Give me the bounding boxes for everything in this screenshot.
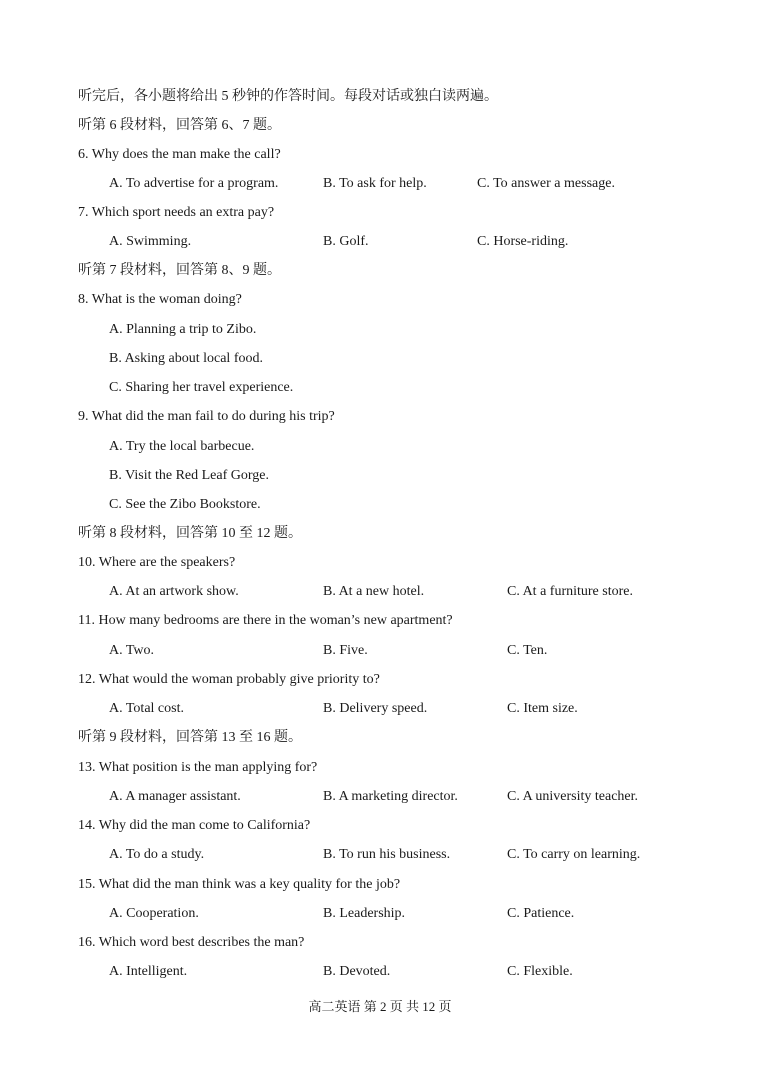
question-16: 16. Which word best describes the man? [78,935,305,950]
option-line [0,464,760,488]
option-16b: B. Devoted. [323,964,391,979]
question-10: 10. Where are the speakers? [78,555,236,570]
options-line [0,785,760,809]
question-12: 12. What would the woman probably give priority to? [78,672,380,687]
options-line [0,172,760,196]
options-line [0,639,760,663]
option-12b: B. Delivery speed. [323,701,428,716]
options-line [0,697,760,721]
option-line [0,347,760,371]
question-13: 13. What position is the man applying for? [78,760,318,775]
option-9c: C. See the Zibo Bookstore. [109,497,261,512]
options-line [0,580,760,604]
option-line [0,493,760,517]
option-7c: C. Horse-riding. [477,234,569,249]
option-13a: A. A manager assistant. [109,789,241,804]
section-heading [0,259,760,283]
option-7a: A. Swimming. [109,234,192,249]
question-line [0,143,760,167]
option-15b: B. Leadership. [323,906,406,921]
question-7: 7. Which sport needs an extra pay? [78,205,275,220]
options-line [0,843,760,867]
option-16a: A. Intelligent. [109,964,188,979]
question-line [0,405,760,429]
option-10a: A. At an artwork show. [109,584,239,599]
question-line [0,609,760,633]
intro-line [0,85,760,109]
section-heading [0,726,760,750]
page-footer: 高二英语 第 2 页 共 12 页 [308,999,452,1014]
option-11a: A. Two. [109,643,155,658]
option-12c: C. Item size. [507,701,578,716]
option-11c: C. Ten. [507,643,548,658]
question-14: 14. Why did the man come to California? [78,818,311,833]
option-7b: B. Golf. [323,234,369,249]
option-11b: B. Five. [323,643,368,658]
question-6: 6. Why does the man make the call? [78,147,281,162]
question-line [0,551,760,575]
intro-text: 听完后，各小题将给出 5 秒钟的作答时间。每段对话或独白读两遍。 [78,89,498,104]
option-8b: B. Asking about local food. [109,351,263,366]
options-line [0,960,760,984]
section-8-heading: 听第 8 段材料，回答第 10 至 12 题。 [78,526,302,541]
section-heading [0,522,760,546]
option-10b: B. At a new hotel. [323,584,425,599]
options-line [0,902,760,926]
option-15c: C. Patience. [507,906,575,921]
option-8c: C. Sharing her travel experience. [109,380,294,395]
question-line [0,201,760,225]
options-line [0,230,760,254]
option-12a: A. Total cost. [109,701,184,716]
option-line [0,435,760,459]
question-11: 11. How many bedrooms are there in the woman’s new apartment? [78,613,453,628]
question-line [0,873,760,897]
section-heading [0,114,760,138]
option-13b: B. A marketing director. [323,789,458,804]
option-6c: C. To answer a message. [477,176,615,191]
option-14b: B. To run his business. [323,847,451,862]
option-6a: A. To advertise for a program. [109,176,279,191]
question-15: 15. What did the man think was a key quality for the job? [78,877,401,892]
option-16c: C. Flexible. [507,964,573,979]
question-line [0,814,760,838]
question-line [0,288,760,312]
section-7-heading: 听第 7 段材料，回答第 8、9 题。 [78,263,281,278]
question-line [0,931,760,955]
option-9b: B. Visit the Red Leaf Gorge. [109,468,270,483]
question-9: 9. What did the man fail to do during his trip? [78,409,335,424]
question-line [0,668,760,692]
option-line [0,318,760,342]
option-15a: A. Cooperation. [109,906,199,921]
option-line [0,376,760,400]
option-14a: A. To do a study. [109,847,205,862]
option-8a: A. Planning a trip to Zibo. [109,322,257,337]
question-8: 8. What is the woman doing? [78,292,242,307]
section-6-heading: 听第 6 段材料，回答第 6、7 题。 [78,118,281,133]
question-line [0,756,760,780]
option-10c: C. At a furniture store. [507,584,633,599]
section-9-heading: 听第 9 段材料，回答第 13 至 16 题。 [78,730,302,745]
option-6b: B. To ask for help. [323,176,427,191]
option-9a: A. Try the local barbecue. [109,439,255,454]
option-14c: C. To carry on learning. [507,847,641,862]
option-13c: C. A university teacher. [507,789,639,804]
